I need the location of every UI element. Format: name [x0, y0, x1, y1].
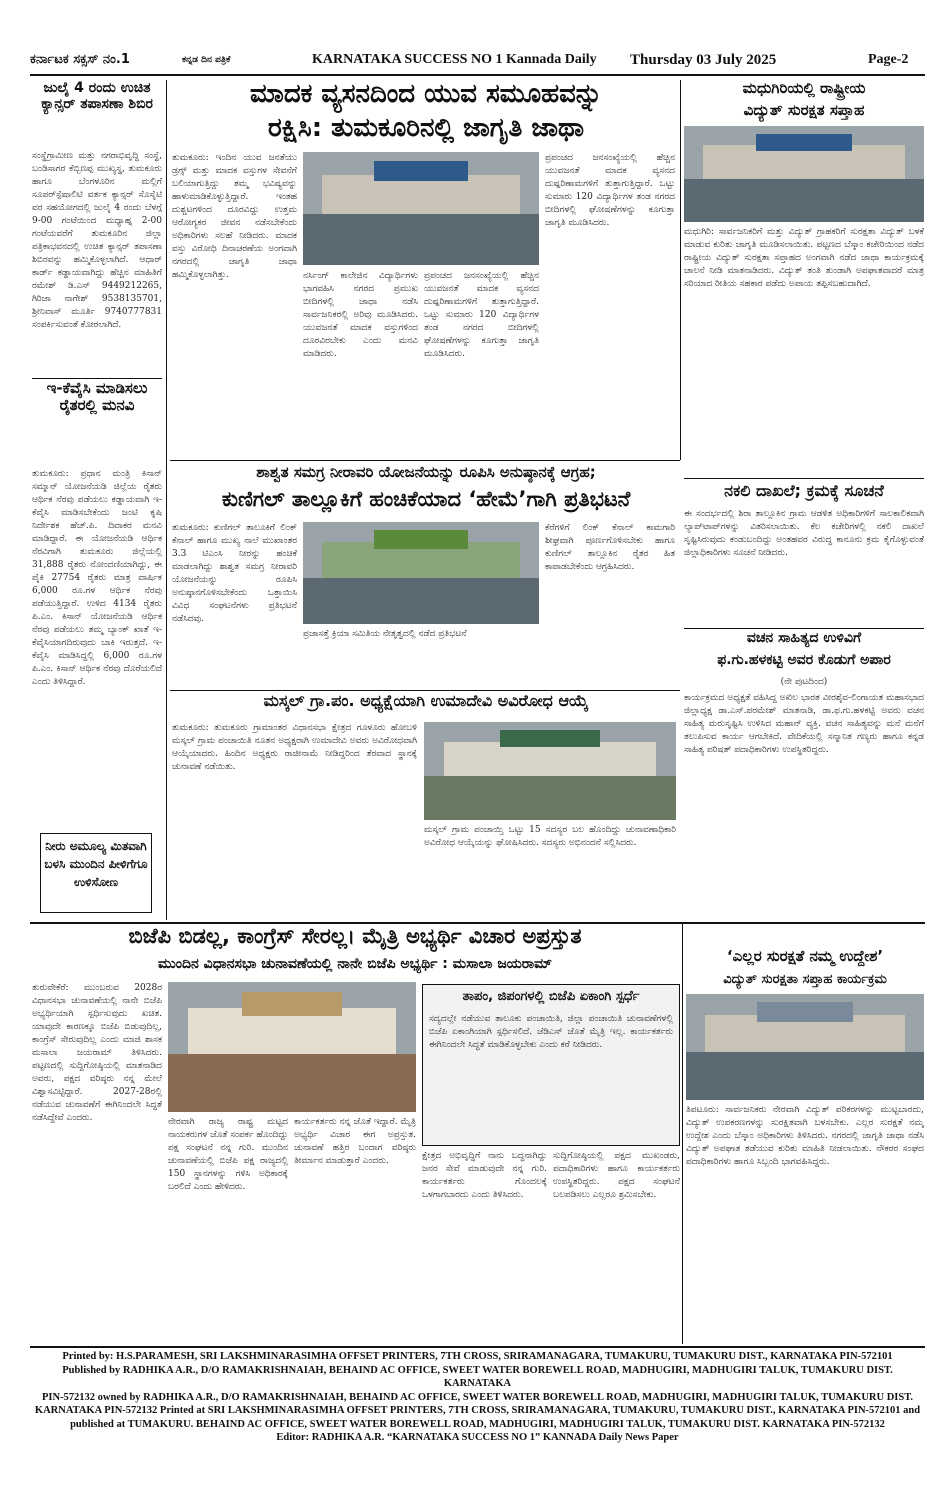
lead-body-1: ತುಮಕೂರು: ಇಂದಿನ ಯುವ ಜನತೆಯು ಡ್ರಗ್ಸ್ ಮತ್ತು ಮಾದಕ ವಸ್ತುಗಳ ಸೇವನೆಗೆ ಬಲಿಯಾಗುತ್ತಿದ್ದು ತಮ್ಮ ಭವಿಷ್ಯವನ್ನು ಹಾಳುಮಾಡಿಕೊಳ್ಳುತ್ತಿದ್ದಾರೆ. ಇಂತಹ ದುಶ್ಚಟಗಳಿಂದ ದೂರವಿದ್ದು ಉತ್ತಮ ಆರೋಗ್ಯಕರ ಜೀವನ ನಡೆಸಬೇಕೆಂದು ಅಧಿಕಾರಿಗಳು ಸಲಹೆ ನೀಡಿದರು. ಮಾದಕ ವಸ್ತು ವಿರೋಧಿ ದಿನಾಚರಣೆಯ ಅಂಗವಾಗಿ ನಗರದಲ್ಲಿ ಜಾಗೃತಿ ಜಾಥಾ ಹಮ್ಮಿಕೊಳ್ಳಲಾಗಿತ್ತು. [172, 153, 297, 280]
vachana-dateline: (ನೇ ಪುಟದಿಂದ) [780, 677, 828, 687]
divider [682, 924, 683, 1344]
politics-side-headline: ತಾಪಂ, ಜಿಪಂಗಳಲ್ಲಿ ಬಿಜೆಪಿ ಏಕಾಂಗಿ ಸ್ಪರ್ಧೆ [462, 989, 640, 1004]
footer-rule [30, 1346, 925, 1348]
masthead [30, 50, 925, 72]
page-number: Page-2 [868, 52, 909, 67]
imprint-line-4: KARNATAKA PIN-572132 Printed at SRI LAKSHMINARASIMHA OFFSET PRINTERS, 7TH CROSS, SRIRAMANAGARA, TUMAKURU, TUMAKURU DIST., KARNATAKA PIN-572101 and [34, 1405, 921, 1416]
safety-week-headline-1: ಮಧುಗಿರಿಯಲ್ಲಿ ರಾಷ್ಟ್ರೀಯ [742, 79, 866, 97]
irrigation-caption: ಪ್ರಜಾಸತ್ತೆ ಕ್ರಿಯಾ ಸಮಿತಿಯ ನೇತೃತ್ವದಲ್ಲಿ ನಡೆದ ಪ್ರತಿಭಟನೆ [303, 629, 467, 639]
vachana-headline-2: ಫ.ಗು.ಹಳಕಟ್ಟಿ ಅವರ ಕೊಡುಗೆ ಅಪಾರ [717, 652, 891, 668]
vachana-headline-1: ವಚನ ಸಾಹಿತ್ಯದ ಉಳಿವಿಗೆ [746, 630, 862, 646]
nakali-body: ಈ ಸಂದರ್ಭದಲ್ಲಿ ಶಿರಾ ತಾಲ್ಲೂಕಿನ ಗ್ರಾಮ ಆಡಳಿತ ಅಧಿಕಾರಿಗಳಿಗೆ ಸಾಲಕಾಲಿಕವಾಗಿ ಲ್ಯಾಪ್‌ಟಾಪ್‌ಗಳನ್ನು ವಿತರಿಸಲಾಯಿತು. ಕೆಲ ಕಚೇರಿಗಳಲ್ಲಿ ನಕಲಿ ದಾಖಲೆ ಸೃಷ್ಟಿಸಿರುವುದು ಕಂಡುಬಂದಿದ್ದು ಅಂತಹವರ ವಿರುದ್ಧ ಕಾನೂನು ಕ್ರಮ ಕೈಗೊಳ್ಳುವಂತೆ ಜಿಲ್ಲಾಧಿಕಾರಿಗಳು ಸೂಚನೆ ನೀಡಿದರು. [684, 509, 924, 558]
lead-headline-2: ರಕ್ಷಿಸಿ: ತುಮಕೂರಿನಲ್ಲಿ ಜಾಗೃತಿ ಜಾಥಾ [267, 113, 585, 143]
panchayat-headline: ಮಸ್ಕಲ್ ಗ್ರಾ.ಪಂ. ಅಧ್ಯಕ್ಷೆಯಾಗಿ ಉಮಾದೇವಿ ಅವಿರೋಧ ಆಯ್ಕೆ [263, 691, 589, 710]
camp-body: ಸಂಸ್ಥೆಗ್ರಾಮೀಣ ಮತ್ತು ನಗರಾಭಿವೃದ್ಧಿ ಸಂಸ್ಥೆ, ಬಂಡಿಸಾಗರ ಕೆಬ್ಬಿಣಪ್ಪ ಮುಖ್ಯಸ್ಥ, ತುಮಕೂರು ಹಾಗೂ ಬೆಂಗಳೂರಿನ ಮಲ್ಲಿಗೆ ಸೂಪರ್‌ಸ್ಪೆಷಾಲಿಟಿ ವರ್ತಕ ಕ್ಯಾನ್ಸರ್ ಸೊಸೈಟಿ ವರ ಸಹಯೋಗದಲ್ಲಿ ಜುಲೈ 4 ರಂದು ಬೆಳಗ್ಗೆ 9-00 ಗಂಟೆಯಿಂದ ಮಧ್ಯಾಹ್ನ 2-00 ಗಂಟೆಯವರೆಗೆ ತುಮಕೂರಿನ ಜಿಲ್ಲಾ ಪತ್ರಿಕಾಭವನದಲ್ಲಿ ಉಚಿತ ಕ್ಯಾನ್ಸರ್ ತಪಾಸಣಾ ಶಿಬಿರವನ್ನು ಹಮ್ಮಿಕೊಳ್ಳಲಾಗಿದೆ. ಆಧಾರ್ ಕಾರ್ಡ್ ಕಡ್ಡಾಯವಾಗಿದ್ದು ಹೆಚ್ಚಿನ ಮಾಹಿತಿಗೆ ರಮೇಶ್ ಡಿ.ಎಸ್ 9449212265, ಗಿರಿಜಾ ನಾಗೇಶ್ 9538135701, ಶ್ರೀನಿವಾಸ್ ಮೂರ್ತಿ 9740777831 ಸಂಪರ್ಕಿಸುವಂತೆ ಕೋರಲಾಗಿದೆ. [32, 151, 162, 330]
irrigation-headline-2: ಕುಣಿಗಲ್ ತಾಲ್ಲೂಕಿಗೆ ಹಂಚಿಕೆಯಾದ ‘ಹೇಮೆ’ಗಾಗಿ ಪ್ರತಿಭಟನೆ [221, 487, 631, 511]
divider [684, 478, 924, 479]
ekyc-headline: ಇ-ಕೆವೈಸಿ ಮಾಡಿಸಲು ರೈತರಲ್ಲಿ ಮನವಿ [46, 379, 148, 415]
imprint-line-1: Printed by: H.S.PARAMESH, SRI LAKSHMINARASIMHA OFFSET PRINTERS, 7TH CROSS, SRIRAMANAGARA, TUMAKURU, TUMAKURU DIST., KARNATAKA PIN-572101 [62, 1351, 893, 1362]
masthead-rule [30, 74, 925, 76]
lead-headline-1: ಮಾದಕ ವ್ಯಸನದಿಂದ ಯುವ ಸಮೂಹವನ್ನು [249, 79, 603, 109]
safety-week-body: ಮಧುಗಿರಿ: ಸಾರ್ವಜನಿಕರಿಗೆ ಮತ್ತು ವಿದ್ಯುತ್ ಗ್ರಾಹಕರಿಗೆ ಸುರಕ್ಷತಾ ವಿದ್ಯುತ್ ಬಳಕೆ ಮಾಡುವ ಕುರಿತು ಜಾಗೃತಿ ಮೂಡಿಸಲಾಯಿತು. ಪಟ್ಟಣದ ಬೆಸ್ಕಾಂ ಕಚೇರಿಯಿಂದ ನಡೆದ ರಾಷ್ಟ್ರೀಯ ವಿದ್ಯುತ್ ಸುರಕ್ಷತಾ ಸಪ್ತಾಹದ ಅಂಗವಾಗಿ ನಡೆದ ಜಾಥಾ ಕಾರ್ಯಕ್ರಮಕ್ಕೆ ಚಾಲನೆ ನೀಡಿ ಮಾತನಾಡಿದರು. ವಿದ್ಯುತ್ ತಂತಿ ತುಂಡಾಗಿ ಅಪಘಾತವಾದರೆ ಮಾತ್ರ ಸರಿಯಾದ ರೀತಿಯ ಸಹಕಾರ ಪಡೆದು ಅಪಾಯ ತಪ್ಪಿಸಬಹುದಾಗಿದೆ. [684, 227, 924, 289]
irrigation-body-2: ಕೆರೆಗಳಿಗೆ ಲಿಂಕ್ ಕೆನಾಲ್ ಕಾಮಗಾರಿ ಶೀಘ್ರವಾಗಿ ಪೂರ್ಣಗೊಳಿಸಬೇಕು ಹಾಗೂ ಕುಣಿಗಲ್ ತಾಲ್ಲೂಕಿನ ರೈತರ ಹಿತ ಕಾಪಾಡಬೇಕೆಂದು ಆಗ್ರಹಿಸಿದರು. [545, 523, 675, 572]
safety-week-headline-2: ವಿದ್ಯುತ್ ಸುರಕ್ಷತ ಸಪ್ತಾಹ [743, 101, 865, 119]
safety-goal-photo [686, 994, 924, 1100]
politics-body-5: ಸುದ್ದಿಗೋಷ್ಠಿಯಲ್ಲಿ ಪಕ್ಷದ ಮುಖಂಡರು, ಪದಾಧಿಕಾರಿಗಳು ಹಾಗೂ ಕಾರ್ಯಕರ್ತರು ಉಪಸ್ಥಿತರಿದ್ದರು. ಪಕ್ಷದ ಸಂಘಟನೆ ಬಲಪಡಿಸಲು ಎಲ್ಲರೂ ಶ್ರಮಿಸಬೇಕು. [553, 1151, 680, 1200]
politics-photo [168, 982, 416, 1112]
politics-sidebar [422, 984, 680, 1146]
politics-side-body: ಸದ್ಯದಲ್ಲೇ ನಡೆಯುವ ತಾಲೂಕು ಪಂಚಾಯಿತಿ, ಜಿಲ್ಲಾ ಪಂಚಾಯಿತಿ ಚುನಾವಣೆಗಳಲ್ಲಿ ಬಿಜೆಪಿ ಏಕಾಂಗಿಯಾಗಿ ಸ್ಪರ್ಧಿಸಲಿದೆ. ಜೆಡಿಎಸ್ ಜೊತೆ ಮೈತ್ರಿ ಇಲ್ಲ. ಕಾರ್ಯಕರ್ತರು ಈಗಿನಿಂದಲೇ ಸಿದ್ಧತೆ ಮಾಡಿಕೊಳ್ಳಬೇಕು ಎಂದು ಕರೆ ನೀಡಿದರು. [429, 1014, 673, 1050]
panchayat-body-2: ಮಸ್ಕಲ್ ಗ್ರಾಮ ಪಂಚಾಯ್ತಿ ಒಟ್ಟು 15 ಸದಸ್ಯರ ಬಲ ಹೊಂದಿದ್ದು ಚುನಾವಣಾಧಿಕಾರಿ ಅವಿರೋಧ ಆಯ್ಕೆಯನ್ನು ಘೋಷಿಸಿದರು. ಸದಸ್ಯರು ಅಭಿನಂದನೆ ಸಲ್ಲಿಸಿದರು. [424, 825, 676, 848]
safety-goal-headline-2: ವಿದ್ಯುತ್ ಸುರಕ್ಷತಾ ಸಪ್ತಾಹ ಕಾರ್ಯಕ್ರಮ [723, 972, 887, 987]
issue-date: Thursday 03 July 2025 [630, 52, 777, 68]
paper-logo: ಕರ್ನಾಟಕ ಸಕ್ಸಸ್ ನಂ.1 [30, 52, 130, 67]
paper-name: KARNATAKA SUCCESS NO 1 Kannada Daily [312, 52, 597, 67]
vachana-body: ಕಾರ್ಯಕ್ರಮದ ಅಧ್ಯಕ್ಷತೆ ವಹಿಸಿದ್ದ ಅಖಿಲ ಭಾರತ ವೀರಶೈವ-ಲಿಂಗಾಯತ ಮಹಾಸಭಾದ ಜಿಲ್ಲಾಧ್ಯಕ್ಷ ಡಾ.ಎಸ್.ಪರಮೇಶ್ ಮಾತನಾಡಿ, ಡಾ.ಫ.ಗು.ಹಳಕಟ್ಟಿ ಅವರು ವಚನ ಸಾಹಿತ್ಯ ಮರುಸೃಷ್ಟಿಸಿ ಉಳಿಸಿದ ಮಹಾನ್ ವ್ಯಕ್ತಿ. ವಚನ ಸಾಹಿತ್ಯವನ್ನು ಮನೆ ಮನೆಗೆ ತಲುಪಿಸುವ ಕಾರ್ಯ ಆಗಬೇಕಿದೆ. ವೇದಿಕೆಯಲ್ಲಿ ಸನ್ಮಾನಿತ ಗಣ್ಯರು ಹಾಗೂ ಕನ್ನಡ ಸಾಹಿತ್ಯ ಪರಿಷತ್ ಪದಾಧಿಕಾರಿಗಳು ಉಪಸ್ಥಿತರಿದ್ದರು. [684, 693, 924, 755]
safety-goal-body: ತಿಪಟೂರು: ಸಾರ್ವಜನಿಕರು ನೇರವಾಗಿ ವಿದ್ಯುತ್ ಪರಿಕರಗಳನ್ನು ಮುಟ್ಟಬಾರದು, ವಿದ್ಯುತ್ ಉಪಕರಣಗಳನ್ನು ಸುರಕ್ಷಿತವಾಗಿ ಬಳಸಬೇಕು. ಎಲ್ಲರ ಸುರಕ್ಷತೆ ನಮ್ಮ ಉದ್ದೇಶ ಎಂದು ಬೆಸ್ಕಾಂ ಅಧಿಕಾರಿಗಳು ತಿಳಿಸಿದರು. ನಗರದಲ್ಲಿ ಜಾಗೃತಿ ಜಾಥಾ ನಡೆಸಿ ವಿದ್ಯುತ್ ಅಪಘಾತ ತಡೆಯುವ ಕುರಿತು ಮಾಹಿತಿ ನೀಡಲಾಯಿತು. ನೌಕರರ ಸಂಘದ ಪದಾಧಿಕಾರಿಗಳು ಹಾಗೂ ಸಿಬ್ಬಂದಿ ಭಾಗವಹಿಸಿದ್ದರು. [686, 1105, 924, 1167]
ekyc-body: ತುಮಕೂರು: ಪ್ರಧಾನ ಮಂತ್ರಿ ಕಿಸಾನ್ ಸಮ್ಮಾನ್ ಯೋಜನೆಯಡಿ ಜಿಲ್ಲೆಯ ರೈತರು ಆರ್ಥಿಕ ನೆರವು ಪಡೆಯಲು ಕಡ್ಡಾಯವಾಗಿ ಇ-ಕೆವೈಸಿ ಮಾಡಿಸಬೇಕೆಂದು ಜಂಟಿ ಕೃಷಿ ನಿರ್ದೇಶಕ ಹೆಚ್.ಪಿ. ದಿವಾಕರ ಮನವಿ ಮಾಡಿದ್ದಾರೆ. ಈ ಯೋಜನೆಯಡಿ ಆರ್ಥಿಕ ನೆರವಿಗಾಗಿ ತುಮಕೂರು ಜಿಲ್ಲೆಯಲ್ಲಿ 31,888 ರೈತರು ನೋಂದಣಿಯಾಗಿದ್ದು, ಈ ಪೈಕಿ 27754 ರೈತರು ಮಾತ್ರ ವಾರ್ಷಿಕ 6,000 ರೂ.ಗಳ ಆರ್ಥಿಕ ನೆರವು ಪಡೆಯುತ್ತಿದ್ದಾರೆ. ಉಳಿದ 4134 ರೈತರು ಪಿ.ಎಂ. ಕಿಸಾನ್ ಯೋಜನೆಯಡಿ ಆರ್ಥಿಕ ನೆರವು ಪಡೆಯಲು ತಮ್ಮ ಬ್ಯಾಂಕ್ ಖಾತೆ ಇ-ಕೆವೈಸಿಯಾಗದಿರುವುದು ಬಾಕಿ ಇರುತ್ತದೆ. ಇ-ಕೆವೈಸಿ ಮಾಡಿಸಿದ್ದಲ್ಲಿ 6,000 ರೂ.ಗಳ ಪಿ.ಎಂ. ಕಿಸಾನ್ ಆರ್ಥಿಕ ನೆರವು ದೊರೆಯಲಿದೆ ಎಂದು ತಿಳಿಸಿದ್ದಾರೆ. [32, 469, 162, 687]
lead-body-3: ಪ್ರಪಂಚದ ಜನಸಂಖ್ಯೆಯಲ್ಲಿ ಹೆಚ್ಚಿನ ಯುವಜನತೆ ಮಾದಕ ವ್ಯಸನದ ದುಷ್ಪರಿಣಾಮಗಳಿಗೆ ತುತ್ತಾಗುತ್ತಿದ್ದಾರೆ. ಒಟ್ಟು ಸುಮಾರು 120 ವಿದ್ಯಾರ್ಥಿಗಳ ತಂಡ ನಗರದ ಬೀದಿಗಳಲ್ಲಿ ಘೋಷಣೆಗಳನ್ನು ಕೂಗುತ್ತಾ ಜಾಗೃತಿ ಮೂಡಿಸಿದರು. [424, 271, 539, 359]
imprint-line-3: PIN-572132 owned by RADHIKA A.R., D/O RAMAKRISHNAIAH, BEHAIND AC OFFICE, SWEET WATER BOREWELL ROAD, MADHUGIRI, MADHUGIRI TALUK, TUMAKURU DIST. [41, 1391, 914, 1403]
imprint-line-2: Published by RADHIKA A.R., D/O RAMAKRISHNAIAH, BEHAIND AC OFFICE, SWEET WATER BOREWELL ROAD, MADHUGIRI, MADHUGIRI TALUK, TUMAKURU DIST. KARNATAKA [62, 1364, 893, 1389]
imprint-line-5: published at TUMAKURU. BEHAIND AC OFFICE, SWEET WATER BOREWELL ROAD, MADHUGIRI, MADHUGIRI TALUK, TUMAKURU DIST. KARNATAKA PIN-572132 [70, 1418, 885, 1430]
imprint [30, 1350, 925, 1445]
paper-logo-tag: ಕನ್ನಡ ದಿನ ಪತ್ರಿಕೆ [182, 55, 231, 65]
politics-body-4: ಕ್ಷೇತ್ರದ ಅಭಿವೃದ್ಧಿಗೆ ನಾನು ಬದ್ಧನಾಗಿದ್ದು ಜನರ ಸೇವೆ ಮಾಡುವುದೇ ನನ್ನ ಗುರಿ. ಕಾರ್ಯಕರ್ತರು ಗೊಂದಲಕ್ಕೆ ಒಳಗಾಗಬಾರದು ಎಂದು ತಿಳಿಸಿದರು. [422, 1151, 547, 1200]
irrigation-body-1: ತುಮಕೂರು: ಕುಣಿಗಲ್ ತಾಲೂಕಿಗೆ ಲಿಂಕ್ ಕೆನಾಲ್ ಹಾಗೂ ಮುಖ್ಯ ನಾಲೆ ಮುಖಾಂತರ 3.3 ಟಿಎಂಸಿ ನೀರನ್ನು ಹಂಚಿಕೆ ಮಾಡಲಾಗಿದ್ದು ಶಾಶ್ವತ ಸಮಗ್ರ ನೀರಾವರಿ ಯೋಜನೆಯನ್ನು ರೂಪಿಸಿ ಅನುಷ್ಠಾನಗೊಳಿಸಬೇಕೆಂದು ಒತ್ತಾಯಿಸಿ ವಿವಿಧ ಸಂಘಟನೆಗಳು ಪ್ರತಿಭಟನೆ ನಡೆಸಿದವು. [172, 523, 297, 624]
camp-headline: ಜುಲೈ 4 ರಂದು ಉಚಿತ ಕ್ಯಾನ್ಸರ್ ತಪಾಸಣಾ ಶಿಬಿರ [41, 80, 153, 113]
left-col-rule [166, 80, 167, 920]
irrigation-photo [303, 522, 539, 624]
politics-body-1: ತುರುವೇಕೆರೆ: ಮುಂಬರುವ 2028ರ ವಿಧಾನಸಭಾ ಚುನಾವಣೆಯಲ್ಲಿ ನಾನೇ ಬಿಜೆಪಿ ಅಭ್ಯರ್ಥಿಯಾಗಿ ಸ್ಪರ್ಧಿಸುವುದು ಖಚಿತ. ಯಾವುದೇ ಕಾರಣಕ್ಕೂ ಬಿಜೆಪಿ ಬಿಡುವುದಿಲ್ಲ, ಕಾಂಗ್ರೆಸ್ ಸೇರುವುದಿಲ್ಲ ಎಂದು ಮಾಜಿ ಶಾಸಕ ಮಸಾಲಾ ಜಯರಾಮ್ ತಿಳಿಸಿದರು. ಪಟ್ಟಣದಲ್ಲಿ ಸುದ್ದಿಗೋಷ್ಠಿಯಲ್ಲಿ ಮಾತನಾಡಿದ ಅವರು, ಪಕ್ಷದ ವರಿಷ್ಠರು ನನ್ನ ಮೇಲೆ ವಿಶ್ವಾಸವಿಟ್ಟಿದ್ದಾರೆ. 2027-28ರಲ್ಲಿ ನಡೆಯುವ ಚುನಾವಣೆಗೆ ಈಗಿನಿಂದಲೇ ಸಿದ್ಧತೆ ನಡೆಸಿದ್ದೇವೆ ಎಂದರು. [32, 983, 162, 1123]
nakali-headline: ನಕಲಿ ದಾಖಲೆ; ಕ್ರಮಕ್ಕೆ ಸೂಚನೆ [724, 481, 884, 500]
safety-week-photo [684, 126, 924, 222]
lead-right-rule [680, 80, 681, 460]
lead-body-2: ನರ್ಸಿಂಗ್ ಕಾಲೇಜಿನ ವಿದ್ಯಾರ್ಥಿಗಳು ಭಾಗವಹಿಸಿ ನಗರದ ಪ್ರಮುಖ ಬೀದಿಗಳಲ್ಲಿ ಜಾಥಾ ನಡೆಸಿ ಸಾರ್ವಜನಿಕರಲ್ಲಿ ಅರಿವು ಮೂಡಿಸಿದರು. ಯುವಜನತೆ ಮಾದಕ ವಸ್ತುಗಳಿಂದ ದೂರವಿರಬೇಕು ಎಂದು ಮನವಿ ಮಾಡಿದರು. [303, 271, 418, 359]
lead-photo [303, 152, 539, 265]
panchayat-photo [424, 722, 676, 820]
water-quote-box [40, 833, 152, 913]
safety-goal-headline-1: ‘ಎಲ್ಲರ ಸುರಕ್ಷತೆ ನಮ್ಮ ಉದ್ದೇಶ’ [726, 947, 884, 965]
irrigation-headline-1: ಶಾಶ್ವತ ಸಮಗ್ರ ನೀರಾವರಿ ಯೋಜನೆಯನ್ನು ರೂಪಿಸಿ ಅನುಷ್ಠಾನಕ್ಕೆ ಆಗ್ರಹ; [256, 463, 596, 481]
politics-subhead: ಮುಂದಿನ ವಿಧಾನಸಭಾ ಚುನಾವಣೆಯಲ್ಲಿ ನಾನೇ ಬಿಜೆಪಿ ಅಭ್ಯರ್ಥಿ : ಮಸಾಲಾ ಜಯರಾಮ್ [158, 956, 552, 972]
politics-body-3: ಕಾರ್ಯಕರ್ತರು ನನ್ನ ಜೊತೆ ಇದ್ದಾರೆ. ಮೈತ್ರಿ ಅಭ್ಯರ್ಥಿ ವಿಚಾರ ಈಗ ಅಪ್ರಸ್ತುತ. ಚುನಾವಣೆ ಹತ್ತಿರ ಬಂದಾಗ ವರಿಷ್ಠರು ತೀರ್ಮಾನ ಮಾಡುತ್ತಾರೆ ಎಂದರು. [294, 1117, 416, 1166]
imprint-editor: Editor: RADHIKA A.R. “KARNATAKA SUCCESS NO 1” KANNADA Daily News Paper [276, 1432, 679, 1443]
water-quote: ನೀರು ಅಮೂಲ್ಯ ಮಿತವಾಗಿ ಬಳಸಿ ಮುಂದಿನ ಪೀಳಿಗೆಗೂ ಉಳಿಸೋಣ [44, 839, 148, 889]
politics-body-2: ನೇರವಾಗಿ ರಾಜ್ಯ ರಾಷ್ಟ್ರ ಮಟ್ಟದ ನಾಯಕರುಗಳ ಜೊತೆ ಸಂಪರ್ಕ ಹೊಂದಿದ್ದು ಪಕ್ಷ ಸಂಘಟನೆ ನನ್ನ ಗುರಿ. ಮುಂದಿನ ಚುನಾವಣೆಯಲ್ಲಿ ಬಿಜೆಪಿ ಪಕ್ಷ ರಾಜ್ಯದಲ್ಲಿ 150 ಸ್ಥಾನಗಳನ್ನು ಗಳಿಸಿ ಅಧಿಕಾರಕ್ಕೆ ಬರಲಿದೆ ಎಂದು ಹೇಳಿದರು. [168, 1117, 288, 1192]
divider [684, 628, 924, 629]
divider [170, 460, 680, 461]
politics-headline: ಬಿಜೆಪಿ ಬಿಡಲ್ಲ, ಕಾಂಗ್ರೆಸ್ ಸೇರಲ್ಲ। ಮೈತ್ರಿ ಅಭ್ಯರ್ಥಿ ವಿಚಾರ ಅಪ್ರಸ್ತುತ [128, 924, 582, 948]
panchayat-body: ತುಮಕೂರು: ತುಮಕೂರು ಗ್ರಾಮಾಂತರ ವಿಧಾನಸಭಾ ಕ್ಷೇತ್ರದ ಗೂಳೂರು ಹೋಬಳಿ ಮಸ್ಕಲ್ ಗ್ರಾಮ ಪಂಚಾಯಿತಿ ನೂತನ ಅಧ್ಯಕ್ಷರಾಗಿ ಉಮಾದೇವಿ ಅವರು ಅವಿರೋಧವಾಗಿ ಆಯ್ಕೆಯಾದರು. ಹಿಂದಿನ ಅಧ್ಯಕ್ಷರು ರಾಜೀನಾಮೆ ನೀಡಿದ್ದರಿಂದ ತೆರವಾದ ಸ್ಥಾನಕ್ಕೆ ಚುನಾವಣೆ ನಡೆಯಿತು. [172, 723, 417, 772]
lead-body-4: ಪ್ರಪಂಚದ ಜನಸಂಖ್ಯೆಯಲ್ಲಿ ಹೆಚ್ಚಿನ ಯುವಜನತೆ ಮಾದಕ ವ್ಯಸನದ ದುಷ್ಪರಿಣಾಮಗಳಿಗೆ ತುತ್ತಾಗುತ್ತಿದ್ದಾರೆ. ಒಟ್ಟು ಸುಮಾರು 120 ವಿದ್ಯಾರ್ಥಿಗಳ ತಂಡ ನಗರದ ಬೀದಿಗಳಲ್ಲಿ ಘೋಷಣೆಗಳನ್ನು ಕೂಗುತ್ತಾ ಜಾಗೃತಿ ಮೂಡಿಸಿದರು. [545, 153, 675, 228]
